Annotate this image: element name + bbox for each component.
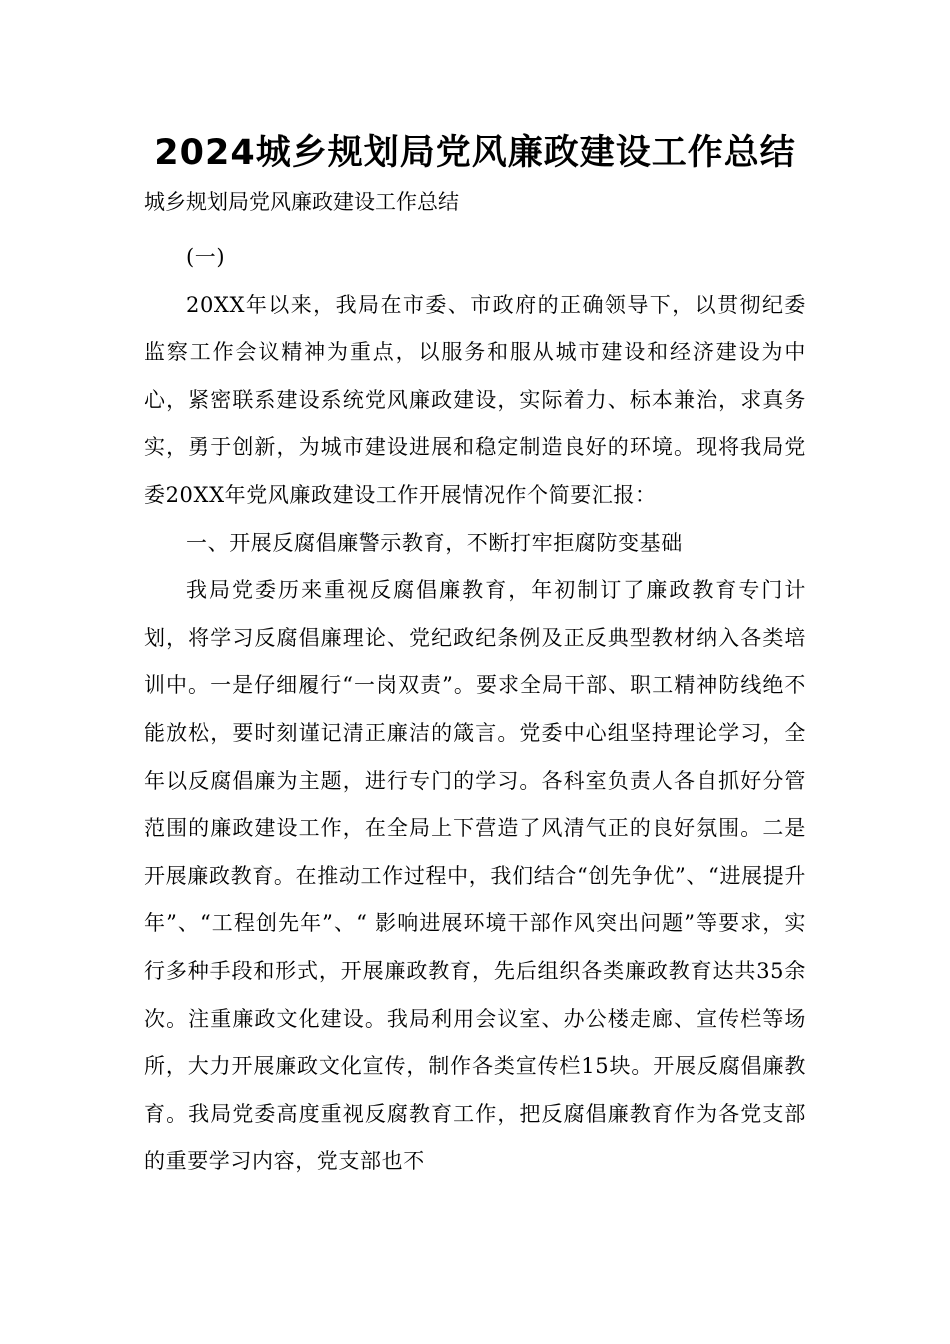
- paragraph-heading-one: 一、开展反腐倡廉警示教育，不断打牢拒腐防变基础: [186, 530, 683, 555]
- document-subtitle: 城乡规划局党风廉政建设工作总结: [144, 190, 459, 214]
- paragraph-education: 我局党委历来重视反腐倡廉教育，年初制订了廉政教育专门计划，将学习反腐倡廉理论、党纪政纪条例及正反典型教材纳入各类培训中。一是仔细履行“一岗双责”。要求全局干部、职工精神防线绝不能放松，要时刻谨记清正廉洁的箴言。党委中心组坚持理论学习，全年以反腐倡廉为主题，进行专门的学习。各科室负责人各自抓好分管范围的廉政建设工作，在全局上下营造了风清气正的良好氛围。二是开展廉政教育。在推动工作过程中，我们结合“创先争优”、“进展提升年”、“工程创先年”、“ 影响进展环境干部作风突出问题”等要求，实行多种手段和形式，开展廉政教育，先后组织各类廉政教育达共35余次。注重廉政文化建设。我局利用会议室、办公楼走廊、宣传栏等场所，大力开展廉政文化宣传，制作各类宣传栏15块。开展反腐倡廉教育。我局党委高度重视反腐教育工作，把反腐倡廉教育作为各党支部的重要学习内容，党支部也不: [144, 578, 806, 1174]
- paragraph-intro: 20XX年以来，我局在市委、市政府的正确领导下，以贯彻纪委监察工作会议精神为重点，以服务和服从城市建设和经济建设为中心，紧密联系建设系统党风廉政建设，实际着力、标本兼治，求真务实，勇于创新，为城市建设进展和稳定制造良好的环境。现将我局党委20XX年党风廉政建设工作开展情况作个简要汇报：: [144, 292, 806, 507]
- paragraph-section-number: (一): [186, 245, 226, 269]
- document-title: 2024城乡规划局党风廉政建设工作总结: [154, 133, 796, 173]
- document-body: [144, 234, 806, 1186]
